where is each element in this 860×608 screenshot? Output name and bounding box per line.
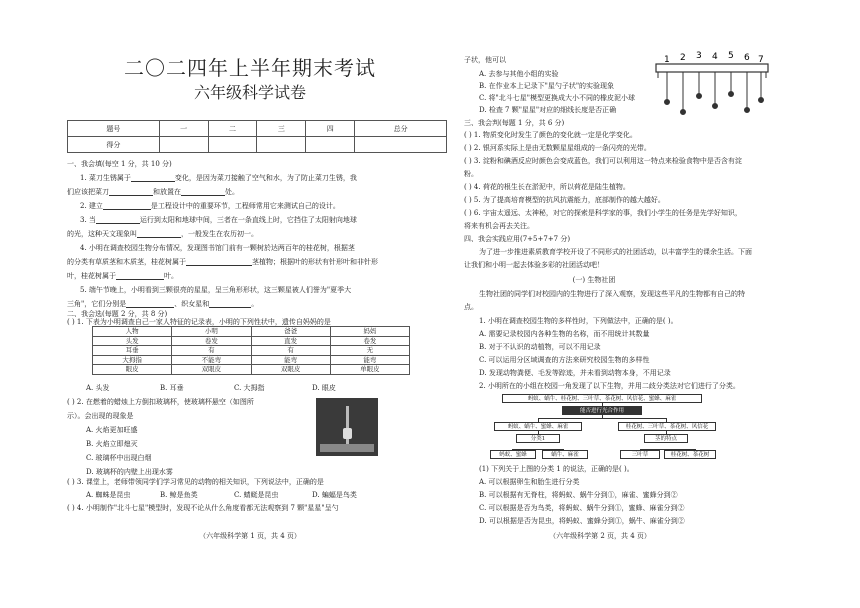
mc2-line1: ( ) 2. 在燃着的蜡烛上方倒扣玻璃杯，使玻璃杯悬空（如图所 [67, 398, 254, 406]
tf-3[interactable]: ( ) 3. 淀粉和碘酒反应时颜色会变成蓝色，我们可以利用这一特点来检验食物中是否含有淀 [464, 157, 742, 165]
sub1-option-d[interactable]: D. 可以根据是否为昆虫，将蚂蚁、蜜蜂分到①，蜗牛、麻雀分到② [479, 517, 685, 525]
model-frame [656, 64, 768, 72]
trait-table [92, 326, 410, 375]
trait-cell: 能弯 [251, 355, 330, 365]
tf-1[interactable]: ( ) 1. 物质变化时发生了颜色的变化就一定是化学变化。 [464, 131, 637, 139]
q3-line2: 的光，这种天文现象叫 ，一般发生在农历初一。 [67, 230, 258, 238]
candle-flame [343, 428, 352, 439]
star-ball [697, 94, 702, 99]
sub1-option-b[interactable]: B. 可以根据有无脊柱，将蚂蚁、蜗牛分到①，麻雀、蜜蜂分到② [479, 491, 678, 499]
trait-cell: 直发 [251, 336, 330, 346]
sub1-option-c[interactable]: C. 可以根据是否为鸟类，将蚂蚁、蜗牛分到①，蜜蜂、麻雀分到② [479, 504, 685, 512]
score-header: 二 [208, 121, 257, 137]
tf-2[interactable]: ( ) 2. 银河系实际上是由无数颗星星组成的一条闪亮的光带。 [464, 144, 651, 152]
trait-cell: 不能弯 [172, 355, 251, 365]
tf-6-continued: 将来有机会再去关注。 [464, 222, 534, 230]
mc4-continued: 子状，他可以 [464, 56, 506, 64]
dipper-number: 5 [728, 51, 734, 61]
mc2-option-a[interactable]: A. 火焰更加旺盛 [86, 426, 138, 434]
s1-question: 1. 小明在调查校园生物的多样性时，下列做法中，正确的是( )。 [479, 317, 678, 325]
mc1-option-a[interactable]: A. 头发 [86, 384, 110, 392]
score-header: 三 [257, 121, 306, 137]
dipper-number: 4 [712, 52, 718, 62]
intro-line2: 让我们和小明一起去体验多彩的社团活动吧！ [464, 261, 604, 269]
dipper-number: 6 [744, 53, 750, 63]
score-header: 总分 [355, 121, 447, 137]
score-table [67, 120, 447, 153]
trait-cell: 有 [251, 346, 330, 356]
s2-question: 2. 小明所在的小组在校园一角发现了以下生物，并用二歧分类法对它们进行了分类。 [479, 382, 740, 390]
answer-blank[interactable] [103, 203, 151, 210]
q2: 2. 建立 是工程设计中的重要环节，工程师常用它来测试自己的设计。 [80, 202, 340, 210]
tf-6[interactable]: ( ) 6. 宇宙太遥远、太神秘，对它的探索是科学家的事，我们小学生的任务是先学好知识， [464, 209, 742, 217]
answer-blank[interactable] [209, 301, 251, 308]
trait-cell: 妈妈 [330, 327, 409, 337]
score-cell[interactable] [257, 137, 306, 153]
tree-leaf-1: 蚂蚁、蜜蜂 [490, 450, 536, 459]
trait-cell: 爸爸 [251, 327, 330, 337]
q4-line1: 4. 小明在调查校园生物分布情况，发现图书馆门前有一颗树於达两百年的桂花树，根据茎 [80, 244, 355, 252]
dipper-number: 1 [664, 55, 670, 65]
trait-cell: 眼皮 [93, 365, 172, 375]
star-ball [665, 100, 670, 105]
trait-cell: 双眼皮 [251, 365, 330, 375]
q1-line1: 1. 菜刀生锈属于 变化，是因为菜刀接触了空气和水，为了防止菜刀生锈，我 [80, 174, 357, 182]
tree-leaf-3: 三叶草 [620, 450, 660, 459]
mc3-option-a[interactable]: A. 蜘蛛是昆虫 [86, 491, 131, 499]
mc3-question: ( ) 3. 课堂上，老师带领同学们学习常见的动物的相关知识，下列说法中，正确的是 [67, 478, 324, 486]
club-para-line2: 点。 [464, 303, 478, 311]
sub1-question: (1) 下列关于上图的分类 1 的说法，正确的是( )。 [479, 465, 634, 473]
page-1-footer: （六年级科学第 1 页，共 4 页） [199, 532, 301, 540]
tf-4[interactable]: ( ) 4. 荷花的根生长在淤泥中，所以荷花是陆生植物。 [464, 183, 630, 191]
answer-blank[interactable] [181, 189, 225, 196]
tree-leaf-2: 蜗牛、麻雀 [542, 450, 588, 459]
trait-cell: 能弯 [330, 355, 409, 365]
s1-option-d[interactable]: D. 发现动物粪便、毛发等踪迹，并未看到动物本身，不用记录 [479, 369, 671, 377]
section-1-heading: 一、我会填(每空 1 分，共 10 分) [67, 160, 172, 168]
answer-blank[interactable] [126, 301, 174, 308]
star-ball [745, 108, 750, 113]
star-ball [759, 98, 764, 103]
trait-cell: 头发 [93, 336, 172, 346]
section-4-heading: 四、我会实践应用(7+5+7+7 分) [464, 235, 571, 243]
mc3-option-c[interactable]: C. 蜻蜓是昆虫 [234, 491, 279, 499]
q4-line2: 的分类有草质茎和木质茎，桂花树属于 茎植物；根据叶的形状有针形叶和非针形 [67, 258, 378, 266]
tree-question-1: 能否进行光合作用 [562, 406, 642, 415]
mc1-question: ( ) 1. 下表为小明调查自己一家人特征的记录表，小明的下列性状中，遗传自妈妈的是 [67, 318, 331, 326]
q5-line1: 5. 端午节晚上，小明看到三颗很亮的星星，呈三角形形状，这三颗星被人们誉为"夏季大 [80, 286, 352, 294]
s1-option-b[interactable]: B. 对于不认识的动植物，可以不用记录 [479, 343, 601, 351]
score-cell[interactable] [355, 137, 447, 153]
trait-cell: 卷发 [330, 336, 409, 346]
star-ball [681, 110, 686, 115]
star-ball [713, 104, 718, 109]
club-para-line1: 生物社团的同学们对校园内的生物进行了深入观察，发现这些平凡的生物都有自己的特 [479, 290, 745, 298]
big-dipper-model [654, 50, 772, 120]
hanging-strings [665, 72, 764, 115]
trait-cell: 大拇指 [93, 355, 172, 365]
dipper-number: 3 [696, 51, 702, 61]
trait-cell: 人物 [93, 327, 172, 337]
mc4-option-a[interactable]: A. 去参与其他小组的实验 [479, 70, 559, 78]
section-3-heading: 三、我会判(每题 1 分，共 6 分) [464, 119, 565, 127]
q1-line2: 们应该把菜刀 和放置在 处。 [67, 188, 239, 196]
score-cell[interactable] [208, 137, 257, 153]
page-2-footer: （六年级科学第 2 页，共 4 页） [549, 532, 651, 540]
q3-line1: 3. 当 运行到太阳和地球中间，三者在一条直线上时，它挡住了太阳射向地球 [80, 216, 357, 224]
mc2-option-c[interactable]: C. 玻璃杯中出现白烟 [86, 454, 152, 462]
answer-blank[interactable] [186, 259, 252, 266]
mc2-option-d[interactable]: D. 玻璃杯的内壁上出现水雾 [86, 468, 173, 476]
tf-3-continued: 粉。 [464, 170, 478, 178]
star-ball [729, 92, 734, 97]
score-header: 一 [159, 121, 208, 137]
answer-blank[interactable] [116, 273, 164, 280]
answer-blank[interactable] [131, 175, 175, 182]
s1-option-a[interactable]: A. 需要记录校园内各种生物的名称，而不用统计其数量 [479, 330, 650, 338]
tree-stem-feature: 茎的特点 [644, 434, 688, 443]
mc3-option-b[interactable]: B. 鲸是鱼类 [160, 491, 198, 499]
mc1-option-d[interactable]: D. 眼皮 [312, 384, 336, 392]
answer-blank[interactable] [137, 231, 181, 238]
trait-cell: 双眼皮 [172, 365, 251, 375]
mc1-option-c[interactable]: C. 大拇指 [234, 384, 265, 392]
mc3-option-d[interactable]: D. 蝙蝠是鸟类 [312, 491, 357, 499]
club-title: (一) 生物社团 [572, 276, 616, 284]
score-header: 题号 [68, 121, 160, 137]
tree-leaf-4: 桂花树、茶花树 [664, 450, 716, 459]
score-cell[interactable] [159, 137, 208, 153]
candle-base [320, 444, 374, 452]
trait-cell: 卷发 [172, 336, 251, 346]
tree-top-box: 蚂蚁、蜗牛、桂花树、三叶草、茶花树、风信花、蜜蜂、麻雀 [502, 394, 702, 403]
tree-classify-1: 分类1 [516, 434, 560, 443]
mc2-option-b[interactable]: B. 火焰立即熄灭 [86, 440, 138, 448]
score-header: 四 [306, 121, 355, 137]
q4-line3: 叶，桂花树属于 叶。 [67, 272, 178, 280]
score-cell[interactable] [306, 137, 355, 153]
candle-glass-photo [316, 398, 378, 456]
score-label: 得分 [68, 137, 160, 153]
tf-5[interactable]: ( ) 5. 为了提高培育模型的抗风抗震能力，底部制作的越大越好。 [464, 196, 665, 204]
trait-cell: 有 [172, 346, 251, 356]
sub1-option-a[interactable]: A. 可以根据卵生和胎生进行分类 [479, 478, 580, 486]
exam-title: 二〇二四年上半年期末考试 [124, 56, 376, 80]
mc2-line2: 示）。会出现的现象是 [67, 412, 134, 420]
section-2-heading: 二、我会选(每题 2 分，共 8 分) [67, 310, 168, 318]
trait-cell: 单眼皮 [330, 365, 409, 375]
exam-subtitle: 六年级科学试卷 [193, 83, 306, 102]
trait-cell: 无 [330, 346, 409, 356]
dipper-number: 2 [680, 53, 686, 63]
mc4-option-b[interactable]: B. 在作业本上记录下"星勺子状"的实验现象 [479, 82, 615, 90]
dipper-number: 7 [758, 55, 764, 65]
answer-blank[interactable] [109, 189, 153, 196]
mc4-question: ( ) 4. 小明制作"北斗七星"模型时，发现不论从什么角度看都无法观察到 7 颗"星星"呈勺 [67, 504, 339, 512]
trait-cell: 小明 [172, 327, 251, 337]
answer-blank[interactable] [96, 217, 140, 224]
s1-option-c[interactable]: C. 可以运用分区域调查的方法来研究校园生物的多样性 [479, 356, 650, 364]
mc4-option-d[interactable]: D. 检查 7 颗"星星"对应的细线长度是否正确 [479, 106, 617, 114]
intro-line1: 为了进一步推进素质教育学校开设了不同形式的社团活动，以丰富学生的课余生活。下面 [479, 248, 752, 256]
trait-cell: 耳垂 [93, 346, 172, 356]
mc1-option-b[interactable]: B. 耳垂 [160, 384, 184, 392]
tree-plants-box: 桂花树、三叶草、茶花树、风信花 [618, 422, 716, 431]
q5-line2: 三角"，它们分别是 、织女星和 。 [67, 300, 259, 308]
tree-animals-box: 蚂蚁、蜗牛、蜜蜂、麻雀 [494, 422, 582, 431]
mc4-option-c[interactable]: C. 将"北斗七星"模型更换成大小不同的橡皮泥小球 [479, 94, 635, 102]
